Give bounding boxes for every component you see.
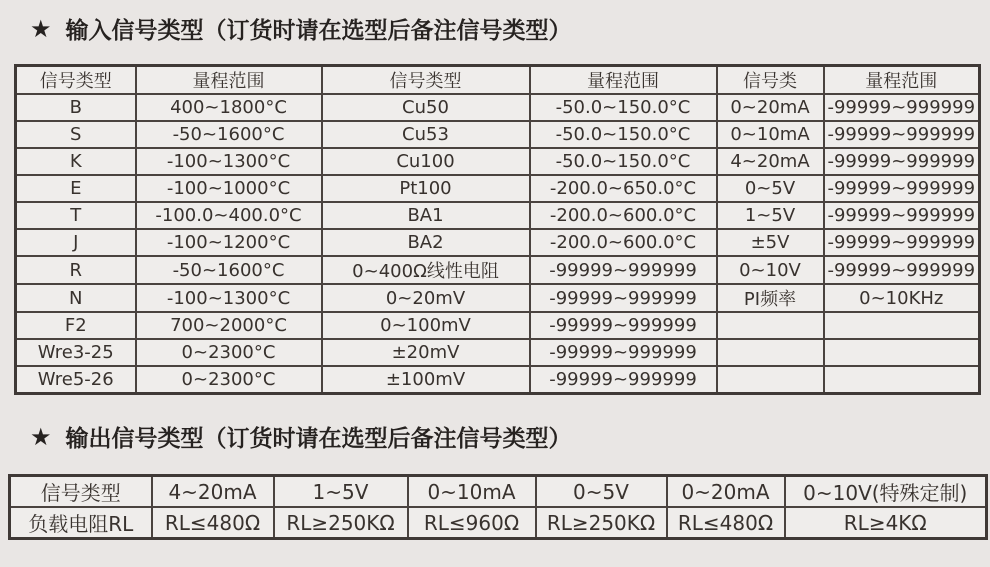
table-cell: -99999~999999 bbox=[824, 148, 980, 175]
table-cell: -50.0~150.0°C bbox=[530, 148, 717, 175]
table-cell: N bbox=[16, 284, 136, 312]
table-cell: B bbox=[16, 94, 136, 121]
table-row bbox=[16, 175, 980, 202]
output-signal-table bbox=[8, 474, 988, 540]
table-cell bbox=[717, 339, 824, 366]
input-section-title: 输入信号类型（订货时请在选型后备注信号类型） bbox=[65, 18, 572, 44]
table-cell: 400~1800°C bbox=[136, 94, 322, 121]
table-cell: Cu50 bbox=[322, 94, 530, 121]
table-cell: 0~5V bbox=[536, 476, 667, 508]
table-cell: ±20mV bbox=[322, 339, 530, 366]
table-cell: -99999~999999 bbox=[530, 284, 717, 312]
table-cell: T bbox=[16, 202, 136, 229]
table-cell: 0~10KHz bbox=[824, 284, 980, 312]
table-cell: Cu53 bbox=[322, 121, 530, 148]
table-cell: -99999~999999 bbox=[824, 94, 980, 121]
table-row bbox=[16, 202, 980, 229]
table-cell: -200.0~650.0°C bbox=[530, 175, 717, 202]
table-cell: -100~1000°C bbox=[136, 175, 322, 202]
table-cell: -50.0~150.0°C bbox=[530, 121, 717, 148]
table-cell: BA2 bbox=[322, 229, 530, 256]
table-cell bbox=[824, 339, 980, 366]
column-header: 量程范围 bbox=[824, 66, 980, 95]
table-cell: -200.0~600.0°C bbox=[530, 229, 717, 256]
column-header: 信号类型 bbox=[16, 66, 136, 95]
table-cell: -99999~999999 bbox=[530, 366, 717, 394]
table-cell: RL≥250KΩ bbox=[536, 507, 667, 539]
table-cell: 0~20mA bbox=[667, 476, 785, 508]
table-cell: 0~10V bbox=[717, 256, 824, 284]
table-cell: RL≥4KΩ bbox=[785, 507, 987, 539]
table-cell: -100.0~400.0°C bbox=[136, 202, 322, 229]
table-cell: 0~400Ω线性电阻 bbox=[322, 256, 530, 284]
table-row bbox=[16, 121, 980, 148]
table-cell: 700~2000°C bbox=[136, 312, 322, 339]
table-cell: RL≥250KΩ bbox=[274, 507, 408, 539]
table-cell: -200.0~600.0°C bbox=[530, 202, 717, 229]
table-cell: 4~20mA bbox=[152, 476, 274, 508]
table-cell bbox=[717, 366, 824, 394]
table-cell bbox=[824, 312, 980, 339]
output-section-title: 输出信号类型（订货时请在选型后备注信号类型） bbox=[65, 426, 572, 452]
table-cell: RL≤480Ω bbox=[667, 507, 785, 539]
table-cell: Wre5-26 bbox=[16, 366, 136, 394]
table-cell: -50.0~150.0°C bbox=[530, 94, 717, 121]
table-cell: -50~1600°C bbox=[136, 121, 322, 148]
table-cell: 0~10mA bbox=[717, 121, 824, 148]
table-row bbox=[16, 312, 980, 339]
table-cell: 0~2300°C bbox=[136, 366, 322, 394]
table-cell: J bbox=[16, 229, 136, 256]
table-cell: -100~1300°C bbox=[136, 148, 322, 175]
table-cell: 信号类型 bbox=[10, 476, 152, 508]
table-row bbox=[16, 284, 980, 312]
table-cell: RL≤960Ω bbox=[408, 507, 536, 539]
table-cell: -99999~999999 bbox=[530, 339, 717, 366]
header-row bbox=[16, 66, 980, 95]
input-section-heading bbox=[30, 12, 572, 45]
table-row bbox=[10, 507, 987, 539]
table-cell: 1~5V bbox=[274, 476, 408, 508]
table-cell: RL≤480Ω bbox=[152, 507, 274, 539]
table-row bbox=[10, 476, 987, 508]
table-cell: 0~100mV bbox=[322, 312, 530, 339]
table-cell: ±5V bbox=[717, 229, 824, 256]
column-header: 信号类型 bbox=[322, 66, 530, 95]
table-cell: Pt100 bbox=[322, 175, 530, 202]
table-cell: PI频率 bbox=[717, 284, 824, 312]
table-cell: -100~1200°C bbox=[136, 229, 322, 256]
star-icon: ★ bbox=[30, 422, 52, 451]
table-cell: R bbox=[16, 256, 136, 284]
output-section-heading bbox=[30, 420, 572, 453]
table-cell: ±100mV bbox=[322, 366, 530, 394]
table-cell: -100~1300°C bbox=[136, 284, 322, 312]
table-cell: 0~2300°C bbox=[136, 339, 322, 366]
table-row bbox=[16, 229, 980, 256]
table-cell: S bbox=[16, 121, 136, 148]
table-row bbox=[16, 366, 980, 394]
table-cell: 0~5V bbox=[717, 175, 824, 202]
table-cell: BA1 bbox=[322, 202, 530, 229]
table-cell: -99999~999999 bbox=[824, 121, 980, 148]
table-cell: F2 bbox=[16, 312, 136, 339]
table-cell: 1~5V bbox=[717, 202, 824, 229]
table-cell: -99999~999999 bbox=[824, 202, 980, 229]
table-cell: -99999~999999 bbox=[530, 256, 717, 284]
table-cell: 0~20mV bbox=[322, 284, 530, 312]
table-cell: 0~10V(特殊定制) bbox=[785, 476, 987, 508]
table-cell: -99999~999999 bbox=[824, 229, 980, 256]
column-header: 量程范围 bbox=[530, 66, 717, 95]
table-row bbox=[16, 148, 980, 175]
table-cell: Wre3-25 bbox=[16, 339, 136, 366]
table-cell: E bbox=[16, 175, 136, 202]
table-cell bbox=[824, 366, 980, 394]
table-cell bbox=[717, 312, 824, 339]
table-row bbox=[16, 339, 980, 366]
table-cell: -99999~999999 bbox=[530, 312, 717, 339]
table-row bbox=[16, 94, 980, 121]
table-cell: -50~1600°C bbox=[136, 256, 322, 284]
table-cell: Cu100 bbox=[322, 148, 530, 175]
column-header: 量程范围 bbox=[136, 66, 322, 95]
table-cell: 负载电阻RL bbox=[10, 507, 152, 539]
table-cell: 4~20mA bbox=[717, 148, 824, 175]
table-cell: K bbox=[16, 148, 136, 175]
table-cell: 0~10mA bbox=[408, 476, 536, 508]
star-icon: ★ bbox=[30, 14, 52, 43]
input-signal-table bbox=[14, 64, 981, 395]
table-cell: -99999~999999 bbox=[824, 256, 980, 284]
table-cell: 0~20mA bbox=[717, 94, 824, 121]
column-header: 信号类 bbox=[717, 66, 824, 95]
table-row bbox=[16, 256, 980, 284]
table-cell: -99999~999999 bbox=[824, 175, 980, 202]
